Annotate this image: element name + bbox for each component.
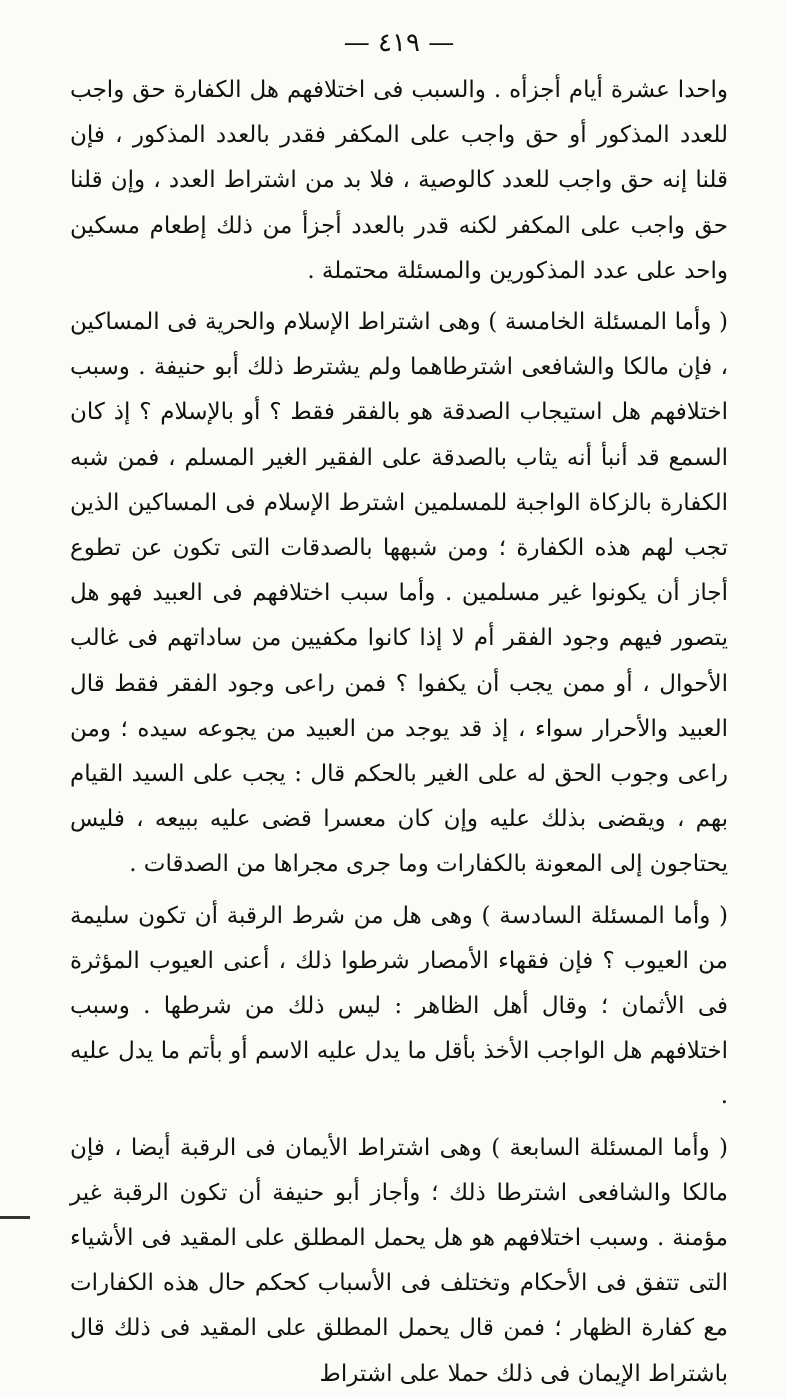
paragraph-4: ( وأما المسئلة السابعة ) وهى اشتراط الأيمان فى الرقبة أيضا ، فإن مالكا والشافعى اشترطا ذلك ؛ وأجاز أبو حنيفة أن تكون الرقبة غير مؤمنة . وسبب اختلافهم هو هل يحمل المطلق على المقيد فى الأشياء التى تتفق فى الأحكام وتختلف فى الأسباب كحكم حال هذه الكفارات مع كفارة الظهار ؛ فمن قال يحمل المطلق على المقيد فى ذلك قال باشتراط الإيمان فى ذلك حملا على اشتراط — [70, 1134, 728, 1387]
paragraph-3: ( وأما المسئلة السادسة ) وهى هل من شرط الرقبة أن تكون سليمة من العيوب ؟ فإن فقهاء الأمصار شرطوا ذلك ، أعنى العيوب المؤثرة فى الأثمان ؛ وقال أهل الظاهر : ليس ذلك من شرطها . وسبب اختلافهم هل الواجب الأخذ بأقل ما يدل عليه الاسم أو بأتم ما يدل عليه . — [70, 902, 728, 1110]
scan-edge-mark — [0, 1216, 30, 1219]
paragraph-2: ( وأما المسئلة الخامسة ) وهى اشتراط الإسلام والحرية فى المساكين ، فإن مالكا والشافعى اشترطاهما ولم يشترط ذلك أبو حنيفة . وسبب اختلافهم هل استيجاب الصدقة هو بالفقر فقط ؟ أو بالإسلام ؟ إذ كان السمع قد أنبأ أنه يثاب بالصدقة على الفقير الغير المسلم ، فمن شبه الكفارة بالزكاة الواجبة للمسلمين اشترط الإسلام فى المساكين الذين تجب لهم هذه الكفارة ؛ ومن شبهها بالصدقات التى تكون عن تطوع أجاز أن يكونوا غير مسلمين . وأما سبب اختلافهم فى العبيد فهو هل يتصور فيهم وجود الفقر أم لا إذا كانوا مكفيين من ساداتهم فى غالب الأحوال ، أو ممن يجب أن يكفوا ؟ فمن راعى وجود الفقر فقط قال العبيد والأحرار سواء ، إذ قد يوجد من العبيد من يجوعه سيده ؛ ومن راعى وجوب الحق له على الغير بالحكم قال : يجب على السيد القيام بهم ، ويقضى بذلك عليه وإن كان معسرا قضى عليه ببيعه ، فليس يحتاجون إلى المعونة بالكفارات وما جرى مجراها من الصدقات . — [70, 309, 728, 878]
page-number: — ٤١٩ — — [343, 28, 455, 58]
paragraph-1: واحدا عشرة أيام أجزأه . والسبب فى اختلافهم هل الكفارة حق واجب للعدد المذكور أو حق واجب على المكفر فقدر بالعدد المذكور ، فإن قلنا إنه حق واجب للعدد كالوصية ، فلا بد من اشتراط العدد ، وإن قلنا حق واجب على المكفر لكنه قدر بالعدد أجزأ من ذلك إطعام مسكين واحد على عدد المذكورين والمسئلة محتملة . — [70, 77, 728, 284]
